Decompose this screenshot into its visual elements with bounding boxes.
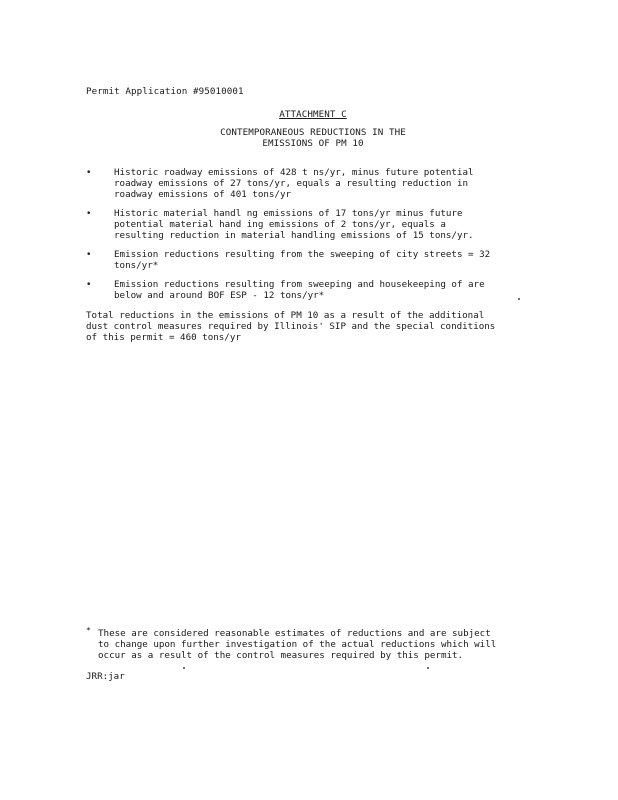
list-item-text: Historic roadway emissions of 428 t ns/yr, minus future potential roadway emissions of 27 tons/yr, equals a resulting reduction in roadway emissions of 401 tons/yr bbox=[114, 167, 474, 200]
bullet-icon: • bbox=[86, 250, 92, 260]
scan-speck bbox=[427, 667, 429, 669]
footnote-marker: * bbox=[86, 626, 91, 635]
list-item bbox=[86, 279, 536, 301]
bullet-icon: • bbox=[86, 168, 92, 178]
list-item bbox=[86, 249, 536, 271]
bullet-icon: • bbox=[86, 280, 92, 290]
section-heading-line-1: CONTEMPORANEOUS REDUCTIONS IN THE bbox=[220, 127, 406, 138]
footnote bbox=[86, 628, 536, 661]
permit-header: Permit Application #95010001 bbox=[86, 86, 244, 97]
footnote-text: These are considered reasonable estimates of reductions and are subject to change upon further investigation of the actual reductions which will occur as a result of the control measures required by this permit. bbox=[98, 628, 497, 661]
list-item bbox=[86, 167, 536, 200]
list-item bbox=[86, 208, 536, 241]
reductions-list bbox=[86, 167, 536, 309]
total-reductions-paragraph: Total reductions in the emissions of PM 10 as a result of the additional dust control measures required by Illinois' SIP and the special conditions of this permit = 460 tons/yr bbox=[86, 310, 496, 343]
attachment-title: ATTACHMENT C bbox=[279, 109, 347, 120]
author-initials: JRR:jar bbox=[86, 671, 125, 682]
list-item-text: Emission reductions resulting from the sweeping of city streets = 32 tons/yr* bbox=[114, 249, 491, 271]
scan-speck bbox=[518, 298, 520, 300]
bullet-icon: • bbox=[86, 209, 92, 219]
list-item-text: Emission reductions resulting from sweeping and housekeeping of are below and around BOF ESP - 12 tons/yr* bbox=[114, 279, 485, 301]
scan-speck bbox=[183, 667, 185, 669]
section-heading-line-2: EMISSIONS OF PM 10 bbox=[262, 138, 364, 149]
list-item-text: Historic material handl ng emissions of 17 tons/yr minus future potential material hand ing emissions of 2 tons/yr, equals a resulting reduction in material handling emissions of 15 tons/yr. bbox=[114, 208, 474, 241]
